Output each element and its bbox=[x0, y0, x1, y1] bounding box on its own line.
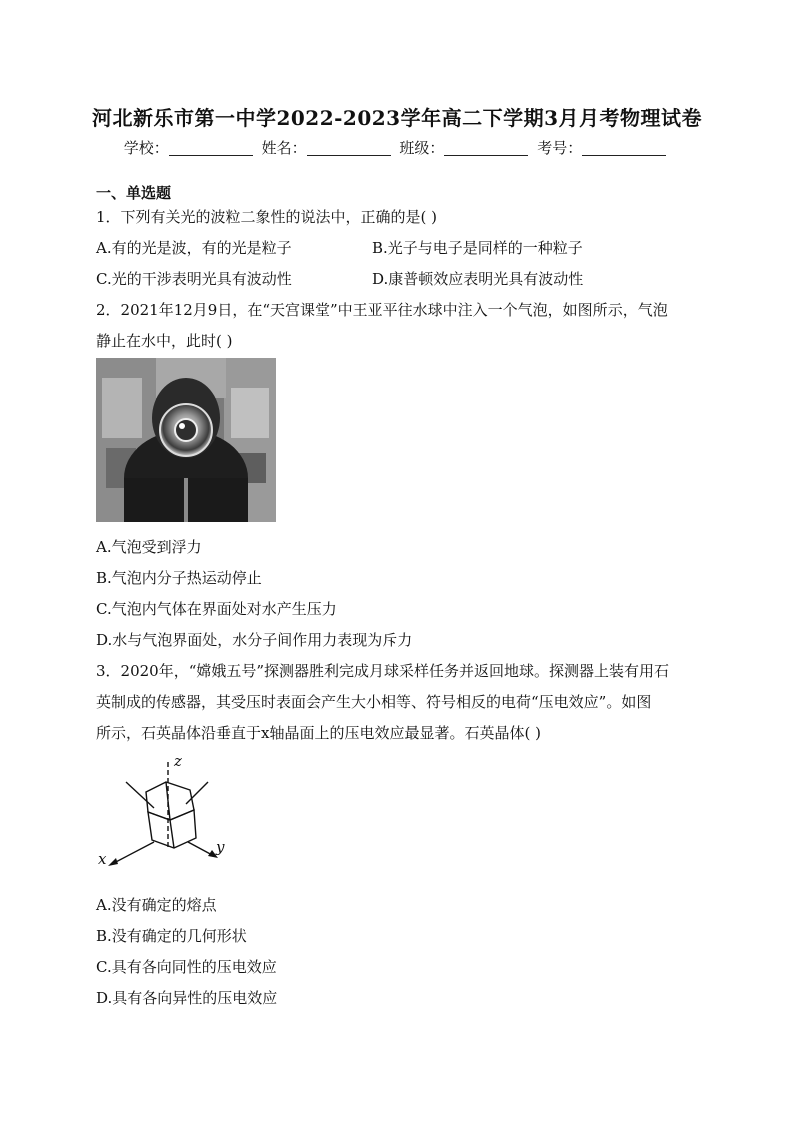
q3-option-a: A.没有确定的熔点 bbox=[96, 896, 217, 914]
q2-option-c: C.气泡内气体在界面处对水产生压力 bbox=[96, 600, 337, 618]
class-blank bbox=[444, 140, 528, 156]
number-label: 考号： bbox=[537, 139, 583, 157]
student-info-line bbox=[0, 137, 794, 158]
q3-option-c: C.具有各向同性的压电效应 bbox=[96, 958, 277, 976]
school-label: 学校： bbox=[123, 139, 169, 157]
q3-stem-line3: 所示，石英晶体沿垂直于x轴晶面上的压电效应最显著。石英晶体( ) bbox=[96, 724, 541, 742]
q2-option-a: A.气泡受到浮力 bbox=[96, 538, 202, 556]
q1-option-d: D.康普顿效应表明光具有波动性 bbox=[372, 270, 584, 288]
class-label: 班级： bbox=[399, 139, 445, 157]
q3-stem-line2: 英制成的传感器，其受压时表面会产生大小相等、符号相反的电荷“压电效应”。如图 bbox=[96, 693, 652, 711]
section-heading: 一、单选题 bbox=[96, 184, 172, 202]
q3-option-b: B.没有确定的几何形状 bbox=[96, 927, 247, 945]
y-axis-label: y bbox=[216, 838, 225, 856]
number-blank bbox=[582, 140, 666, 156]
q1-stem: 1．下列有关光的波粒二象性的说法中，正确的是( ) bbox=[96, 208, 438, 226]
q1-option-a: A.有的光是波，有的光是粒子 bbox=[96, 239, 292, 257]
q2-option-d: D.水与气泡界面处，水分子间作用力表现为斥力 bbox=[96, 631, 413, 649]
q1-option-c: C.光的干涉表明光具有波动性 bbox=[96, 270, 292, 288]
page-title: 河北新乐市第一中学2022-2023学年高二下学期3月月考物理试卷 bbox=[91, 106, 703, 130]
name-label: 姓名： bbox=[261, 139, 307, 157]
space-water-ball-photo bbox=[96, 358, 276, 522]
z-axis-label: z bbox=[174, 752, 182, 770]
q2-option-b: B.气泡内分子热运动停止 bbox=[96, 569, 262, 587]
quartz-crystal-diagram bbox=[96, 752, 236, 870]
q2-stem-line1: 2．2021年12月9日，在“天宫课堂”中王亚平往水球中注入一个气泡，如图所示，气泡 bbox=[96, 301, 668, 319]
q3-option-d: D.具有各向异性的压电效应 bbox=[96, 989, 278, 1007]
x-axis-label: x bbox=[98, 850, 107, 868]
name-blank bbox=[307, 140, 391, 156]
q2-stem-line2: 静止在水中，此时( ) bbox=[96, 332, 233, 350]
school-blank bbox=[169, 140, 253, 156]
q1-option-b: B.光子与电子是同样的一种粒子 bbox=[372, 239, 583, 257]
q3-stem-line1: 3．2020年，“嫦娥五号”探测器胜利完成月球采样任务并返回地球。探测器上装有用石 bbox=[96, 662, 670, 680]
